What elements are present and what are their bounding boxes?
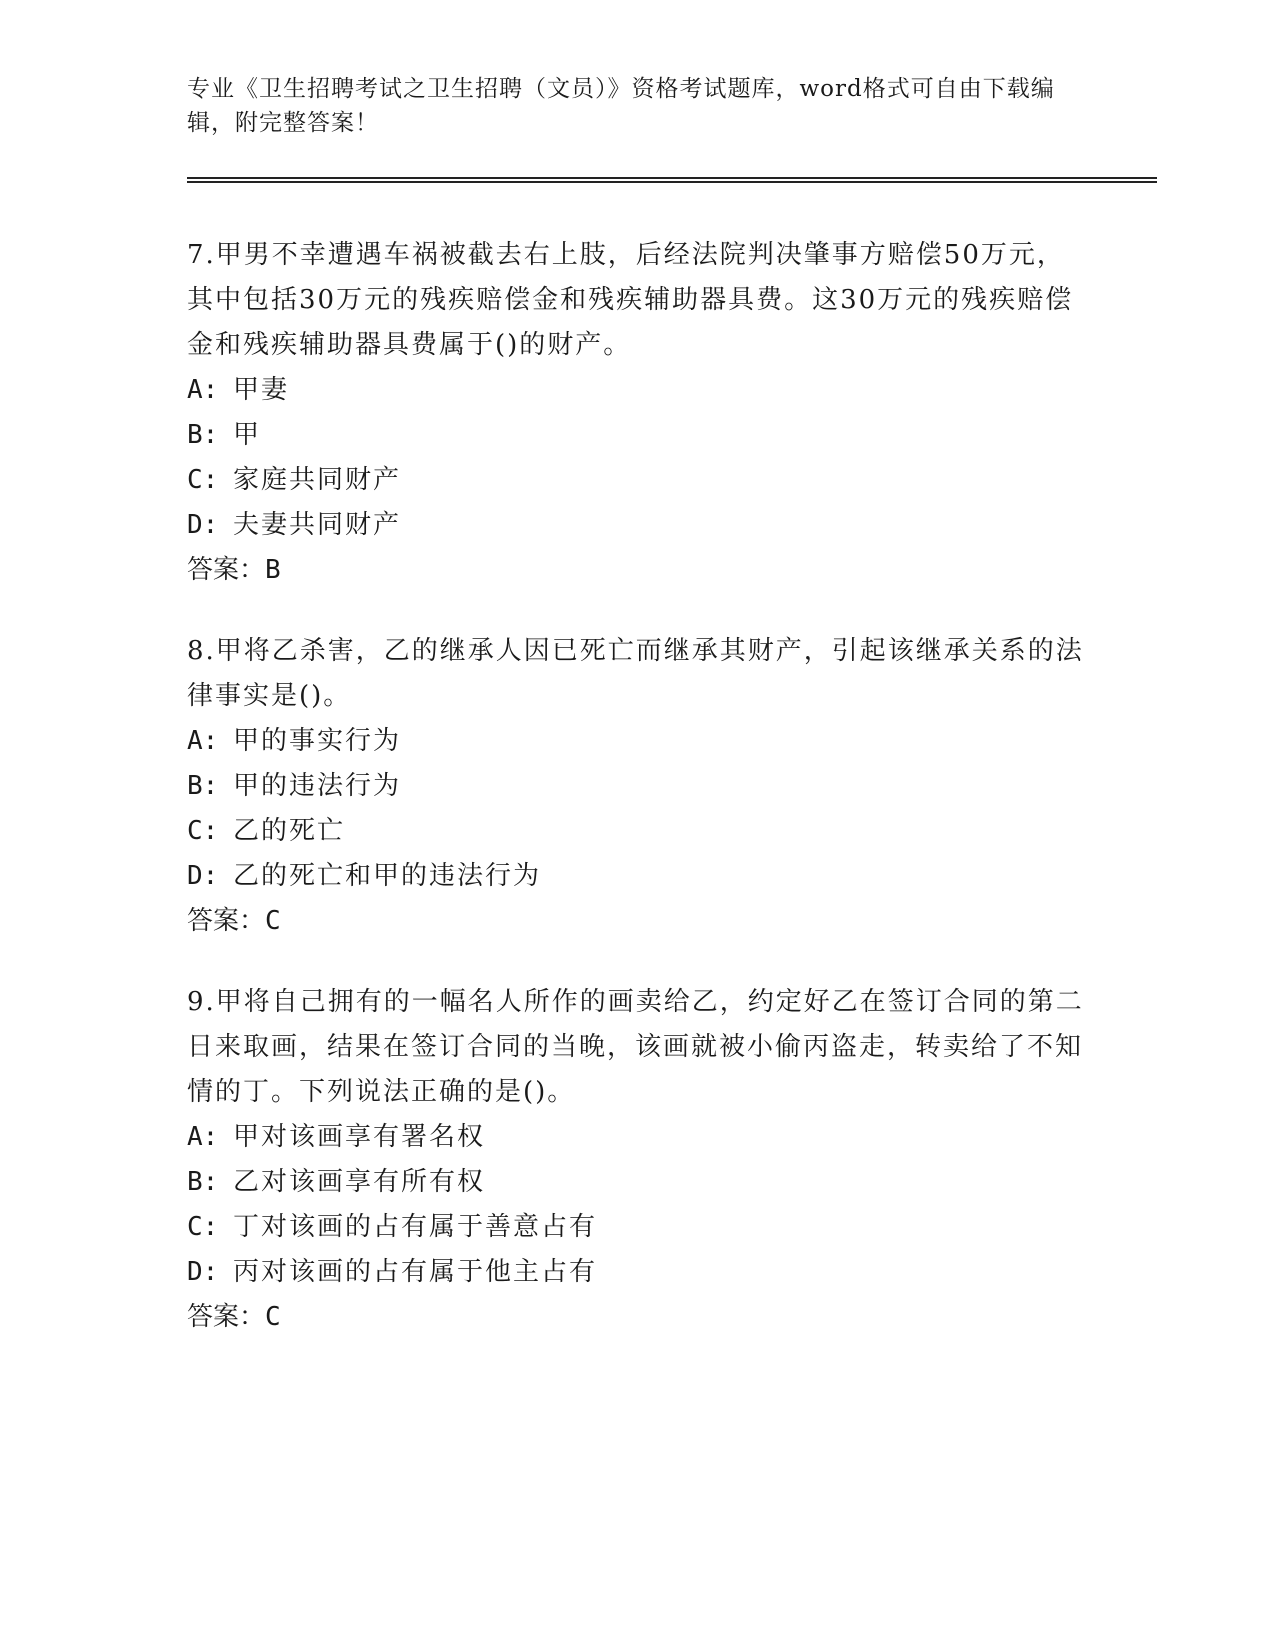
header-double-rule <box>187 177 1157 183</box>
option-text: 乙的死亡 <box>233 816 346 846</box>
answer-value: C <box>265 906 281 936</box>
option-text: 乙的死亡和甲的违法行为 <box>233 861 542 891</box>
option-text: 乙对该画享有所有权 <box>233 1167 486 1197</box>
question-list <box>187 233 1087 1376</box>
option-text: 甲的违法行为 <box>233 771 402 801</box>
option-text: 丙对该画的占有属于他主占有 <box>233 1257 598 1287</box>
option-key: A: <box>187 1122 219 1152</box>
answer-line <box>187 548 1087 593</box>
option-text: 甲妻 <box>233 375 290 405</box>
option-b <box>187 1160 1087 1205</box>
option-b <box>187 764 1087 809</box>
option-text: 甲对该画享有署名权 <box>233 1122 486 1152</box>
option-key: C: <box>187 1212 219 1242</box>
option-key: D: <box>187 510 219 540</box>
answer-label: 答案： <box>187 906 266 936</box>
question-8 <box>187 629 1087 944</box>
option-d <box>187 1250 1087 1295</box>
option-a <box>187 1115 1087 1160</box>
answer-label: 答案： <box>187 1302 266 1332</box>
option-c <box>187 1205 1087 1250</box>
answer-line <box>187 899 1087 944</box>
option-d <box>187 854 1087 899</box>
answer-line <box>187 1295 1087 1340</box>
option-text: 家庭共同财产 <box>233 465 402 495</box>
option-key: A: <box>187 375 219 405</box>
option-key: B: <box>187 1167 219 1197</box>
question-stem: 7.甲男不幸遭遇车祸被截去右上肢，后经法院判决肇事方赔偿50万元，其中包括30万元的残疾赔偿金和残疾辅助器具费。这30万元的残疾赔偿金和残疾辅助器具费属于()的财产。 <box>187 240 1074 360</box>
answer-value: B <box>265 555 281 585</box>
question-stem: 8.甲将乙杀害，乙的继承人因已死亡而继承其财产，引起该继承关系的法律事实是()。 <box>187 636 1084 711</box>
option-c <box>187 809 1087 854</box>
option-text: 甲的事实行为 <box>233 726 402 756</box>
option-text: 甲 <box>233 420 262 450</box>
option-key: D: <box>187 861 219 891</box>
answer-value: C <box>265 1302 281 1332</box>
option-key: C: <box>187 465 219 495</box>
option-key: A: <box>187 726 219 756</box>
answer-label: 答案： <box>187 555 266 585</box>
option-b <box>187 413 1087 458</box>
document-header: 专业《卫生招聘考试之卫生招聘（文员）》资格考试题库，word格式可自由下载编辑，附完整答案！ <box>187 76 1055 136</box>
option-text: 夫妻共同财产 <box>233 510 402 540</box>
option-a <box>187 368 1087 413</box>
question-stem: 9.甲将自己拥有的一幅名人所作的画卖给乙，约定好乙在签订合同的第二日来取画，结果在签订合同的当晚，该画就被小偷丙盗走，转卖给了不知情的丁。下列说法正确的是()。 <box>187 987 1084 1107</box>
option-a <box>187 719 1087 764</box>
option-key: D: <box>187 1257 219 1287</box>
option-key: B: <box>187 420 219 450</box>
option-key: C: <box>187 816 219 846</box>
question-7 <box>187 233 1087 593</box>
option-key: B: <box>187 771 219 801</box>
option-d <box>187 503 1087 548</box>
question-9 <box>187 980 1087 1340</box>
option-c <box>187 458 1087 503</box>
option-text: 丁对该画的占有属于善意占有 <box>233 1212 598 1242</box>
